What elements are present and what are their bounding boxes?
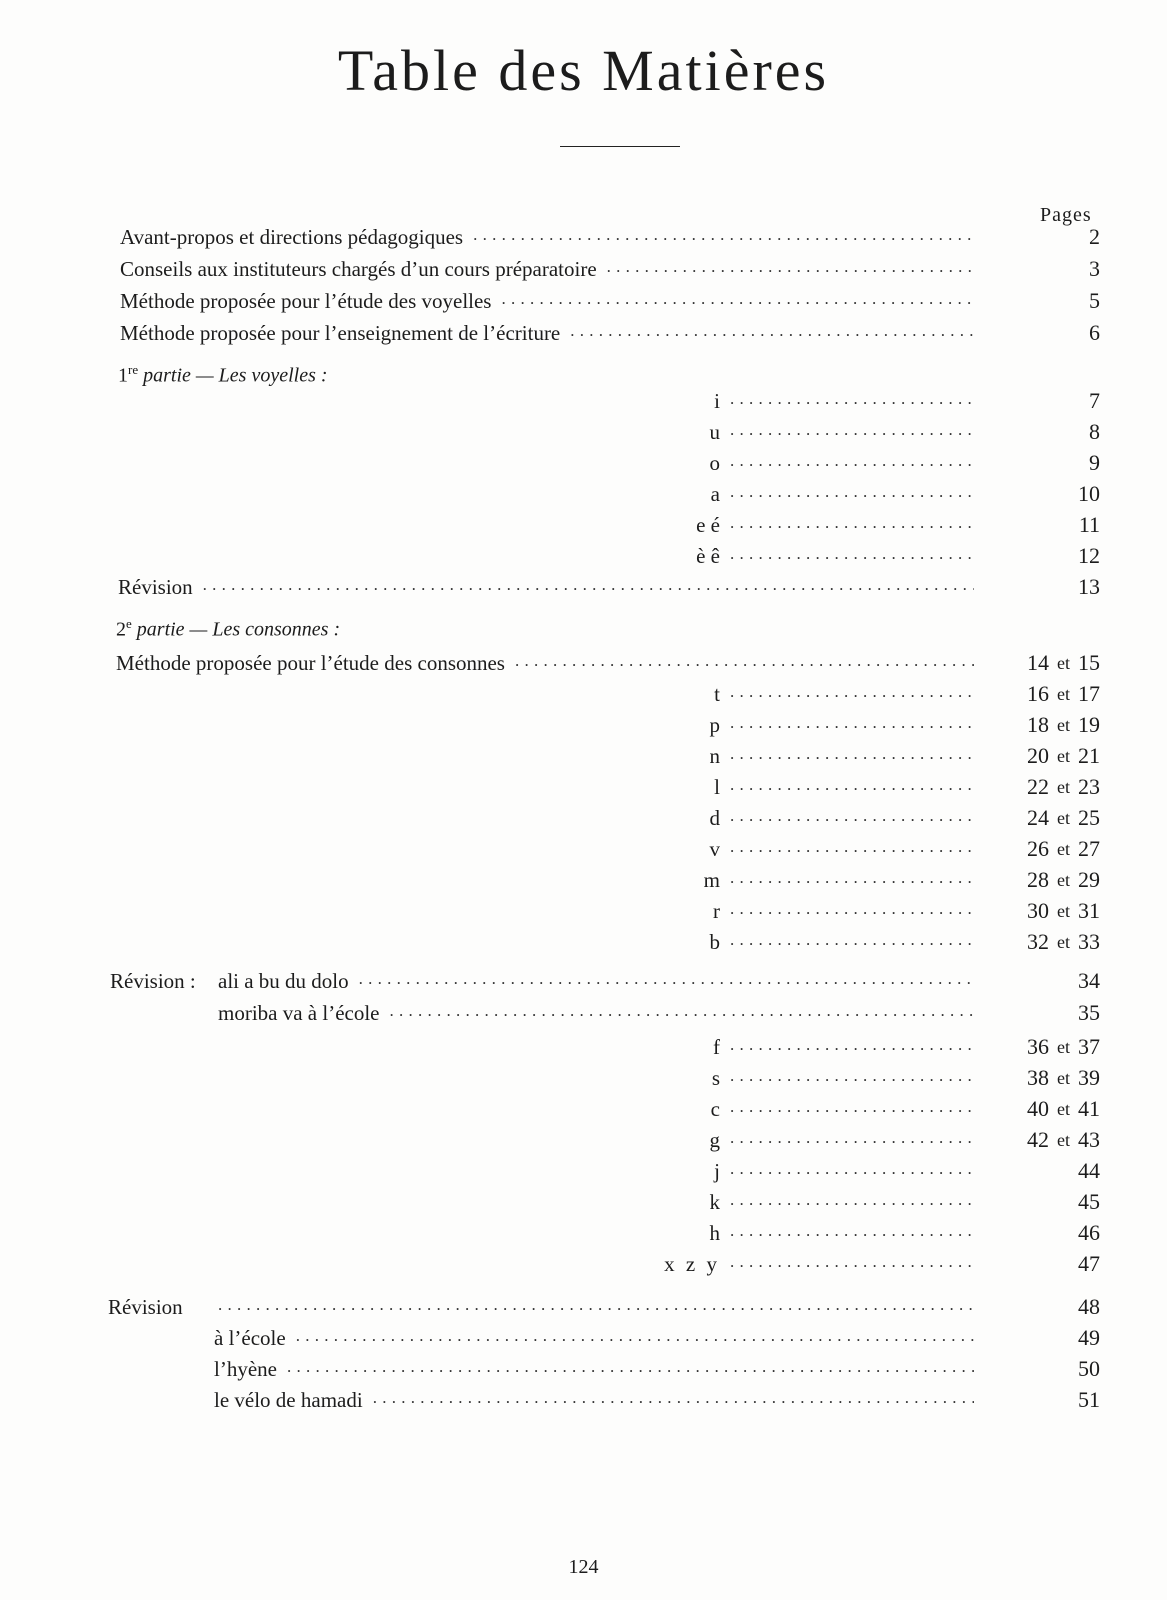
toc-entry [120, 254, 1100, 284]
toc-entry [116, 648, 1100, 678]
dot-leader [730, 710, 974, 740]
page-number: 47 [1078, 1251, 1100, 1276]
entry-label: l’hyène [214, 1357, 277, 1381]
page-range: 30 et 31 [1027, 898, 1100, 923]
toc-entry [620, 1156, 1100, 1186]
page-title: Table des Matières [337, 38, 830, 103]
dot-leader [287, 1354, 974, 1384]
entry-label: Méthode proposée pour l’enseignement de l’écriture [120, 321, 561, 345]
page-range: 18 et 19 [1027, 712, 1100, 737]
entry-label: m [703, 868, 720, 892]
toc-entry [620, 927, 1100, 957]
dot-leader [730, 1125, 974, 1155]
page-range: 42 et 43 [1027, 1127, 1100, 1152]
page-number: 10 [1078, 481, 1100, 506]
toc-entry [620, 896, 1100, 926]
entry-label: e é [696, 513, 720, 537]
dot-leader [296, 1323, 974, 1353]
dot-leader [730, 1218, 974, 1248]
entry-label: i [714, 389, 720, 413]
toc-entry [620, 479, 1100, 509]
entry-label: v [709, 837, 720, 861]
page-range: 32 et 33 [1027, 929, 1100, 954]
entry-label: a [710, 482, 720, 506]
toc-entry [120, 318, 1100, 348]
pages-column-label: Pages [1040, 204, 1092, 226]
page-number: 45 [1078, 1189, 1100, 1214]
entry-label: è ê [696, 544, 720, 568]
toc-entry [620, 448, 1100, 478]
toc-entry [620, 1125, 1100, 1155]
page-number: 44 [1078, 1158, 1100, 1183]
dot-leader [730, 1094, 974, 1124]
page-range: 14 et 15 [1027, 650, 1100, 675]
entry-label: moriba va à l’école [218, 1001, 380, 1025]
page-number: 9 [1089, 450, 1100, 475]
entry-label: j [714, 1159, 720, 1183]
dot-leader [515, 648, 974, 678]
dot-leader [730, 541, 974, 571]
dot-leader [730, 803, 974, 833]
page-number: 51 [1078, 1387, 1100, 1412]
toc-entry [620, 834, 1100, 864]
page-range: 24 et 25 [1027, 805, 1100, 830]
entry-label: Méthode proposée pour l’étude des consonnes [116, 651, 505, 675]
dot-leader [730, 1063, 974, 1093]
entry-label: u [709, 420, 720, 444]
toc-entry [214, 1323, 1100, 1353]
toc-entry [620, 803, 1100, 833]
dot-leader [730, 741, 974, 771]
page-range: 36 et 37 [1027, 1034, 1100, 1059]
dot-leader [730, 865, 974, 895]
dot-leader [730, 927, 974, 957]
part2-heading: 2e partie — Les consonnes : [116, 616, 341, 641]
page-range: 40 et 41 [1027, 1096, 1100, 1121]
toc-entry [620, 679, 1100, 709]
toc-entry [620, 1094, 1100, 1124]
dot-leader [730, 1032, 974, 1062]
entry-label: p [709, 713, 720, 737]
dot-leader [730, 1156, 974, 1186]
dot-leader [730, 834, 974, 864]
entry-label: d [709, 806, 720, 830]
page-number: 7 [1089, 388, 1100, 413]
page-footer-number: 124 [568, 1556, 599, 1578]
toc-entry [620, 1218, 1100, 1248]
revision-prefix: Révision : [110, 969, 196, 993]
entry-label: le vélo de hamadi [214, 1388, 363, 1412]
toc-entry [620, 1063, 1100, 1093]
entry-label: g [709, 1128, 720, 1152]
entry-label: Conseils aux instituteurs chargés d’un cours préparatoire [120, 257, 597, 281]
entry-label: n [709, 744, 720, 768]
toc-entry [620, 417, 1100, 447]
page-range: 26 et 27 [1027, 836, 1100, 861]
page-range: 16 et 17 [1027, 681, 1100, 706]
toc-entry [120, 222, 1100, 252]
toc-entry [620, 1032, 1100, 1062]
toc-entry [214, 1354, 1100, 1384]
dot-leader [473, 222, 974, 252]
entry-label: Avant-propos et directions pédagogiques [120, 225, 464, 249]
dot-leader [730, 417, 974, 447]
page-range: 38 et 39 [1027, 1065, 1100, 1090]
toc-entry [108, 1292, 1100, 1322]
entry-label: à l’école [214, 1326, 286, 1350]
entry-label: Méthode proposée pour l’étude des voyelles [120, 289, 492, 313]
page-range: 20 et 21 [1027, 743, 1100, 768]
entry-label: ali a bu du dolo [218, 969, 349, 993]
dot-leader [730, 896, 974, 926]
dot-leader [730, 448, 974, 478]
toc-entry [620, 541, 1100, 571]
entry-label: Révision [108, 1295, 183, 1319]
toc-entry [620, 510, 1100, 540]
entry-label: k [709, 1190, 720, 1214]
toc-entry [620, 772, 1100, 802]
page-number: 3 [1089, 256, 1100, 281]
entry-label: f [713, 1035, 720, 1059]
dot-leader [203, 572, 974, 602]
toc-entry [620, 386, 1100, 416]
page-number: 13 [1078, 574, 1100, 599]
toc-entry [620, 710, 1100, 740]
entry-label: l [714, 775, 720, 799]
dot-leader [730, 772, 974, 802]
dot-leader [390, 998, 975, 1028]
toc-entry [218, 998, 1100, 1028]
toc-entry [118, 572, 1100, 602]
dot-leader [607, 254, 974, 284]
dot-leader [730, 479, 974, 509]
page-number: 49 [1078, 1325, 1100, 1350]
entry-label: r [713, 899, 720, 923]
toc-entry [620, 1249, 1100, 1279]
page-number: 5 [1089, 288, 1100, 313]
dot-leader [218, 1292, 974, 1322]
dot-leader [730, 1187, 974, 1217]
page-number: 46 [1078, 1220, 1100, 1245]
toc-entry [120, 286, 1100, 316]
entry-label: x z y [664, 1252, 720, 1276]
entry-label: b [709, 930, 720, 954]
toc-entry [620, 741, 1100, 771]
page-number: 48 [1078, 1294, 1100, 1319]
dot-leader [570, 318, 974, 348]
toc-entry [110, 966, 1100, 996]
dot-leader [730, 386, 974, 416]
toc-entry [214, 1385, 1100, 1415]
toc-entry [620, 1187, 1100, 1217]
page-number: 8 [1089, 419, 1100, 444]
page-number: 2 [1089, 224, 1100, 249]
entry-label: o [709, 451, 720, 475]
dot-leader [373, 1385, 974, 1415]
entry-label: h [709, 1221, 720, 1245]
page-range: 22 et 23 [1027, 774, 1100, 799]
entry-label: t [714, 682, 720, 706]
page-number: 35 [1078, 1000, 1100, 1025]
entry-label: s [711, 1066, 720, 1090]
page-number: 6 [1089, 320, 1100, 345]
dot-leader [501, 286, 974, 316]
entry-label: c [710, 1097, 720, 1121]
dot-leader [359, 966, 974, 996]
page-range: 28 et 29 [1027, 867, 1100, 892]
dot-leader [730, 679, 974, 709]
part1-heading: 1re partie — Les voyelles : [118, 362, 328, 387]
entry-label: Révision [118, 575, 193, 599]
toc-entry [620, 865, 1100, 895]
title-rule [560, 146, 680, 147]
dot-leader [730, 510, 974, 540]
dot-leader [730, 1249, 974, 1279]
page-number: 11 [1078, 512, 1100, 537]
page-number: 50 [1078, 1356, 1100, 1381]
page-number: 12 [1078, 543, 1100, 568]
page-number: 34 [1078, 968, 1100, 993]
